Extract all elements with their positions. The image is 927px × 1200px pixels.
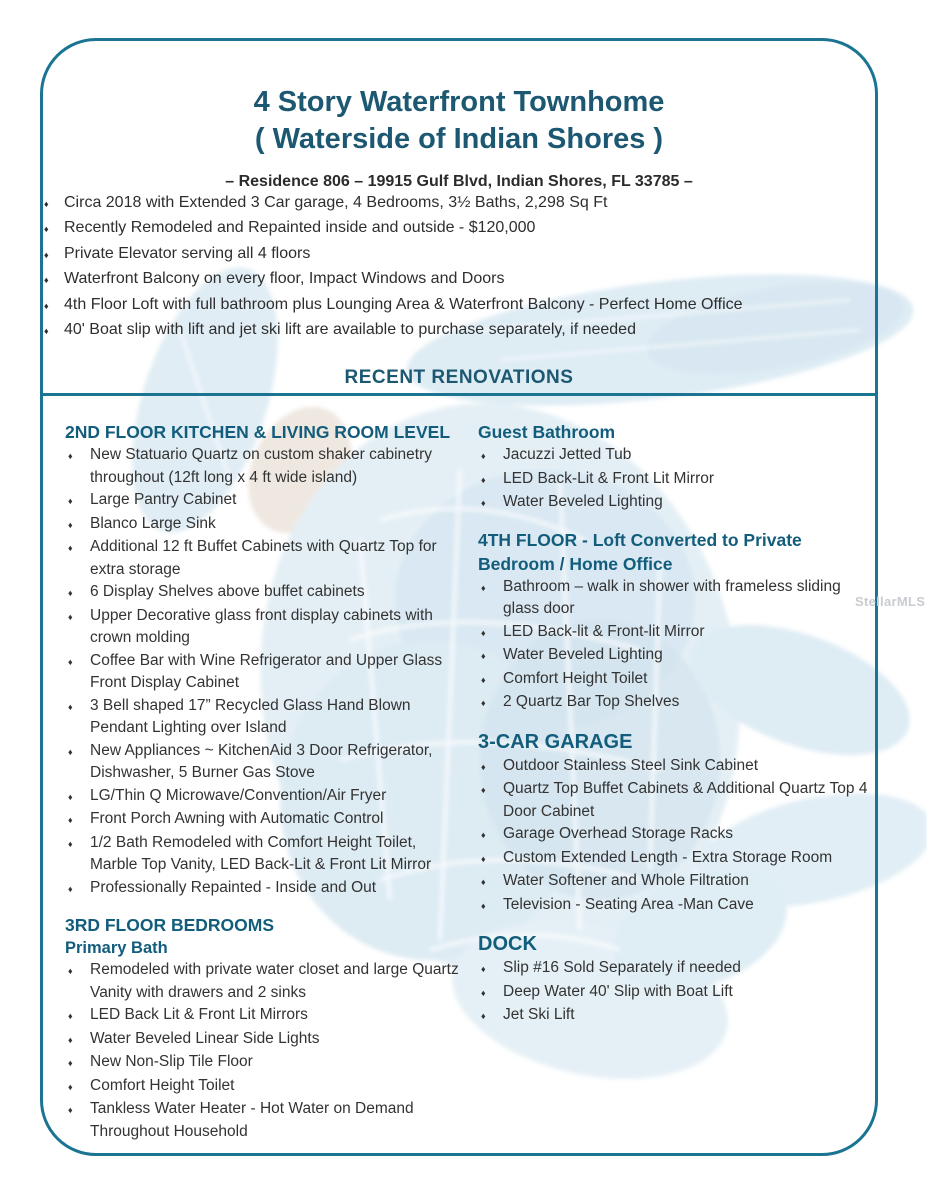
feature-item (65, 536, 459, 581)
feature-item (65, 1075, 459, 1099)
divider-line (43, 393, 875, 396)
diamond-bullet-icon: ♦ (68, 966, 73, 976)
feature-text: 4th Floor Loft with full bathroom plus Lounging Area & Waterfront Balcony - Perfect Home Office (64, 295, 743, 313)
feature-text: Bathroom – walk in shower with frameless sliding glass door (503, 577, 841, 617)
feature-text: Jacuzzi Jetted Tub (503, 446, 632, 463)
feature-item (478, 894, 880, 918)
feature-item (65, 650, 459, 695)
feature-text: Waterfront Balcony on every floor, Impact Windows and Doors (64, 270, 505, 288)
diamond-bullet-icon: ♦ (481, 877, 486, 887)
diamond-bullet-icon: ♦ (68, 611, 73, 622)
feature-item (65, 489, 459, 513)
diamond-bullet-icon: ♦ (481, 698, 486, 708)
feature-text: Water Beveled Lighting (503, 493, 663, 510)
address-line: – Residence 806 – 19915 Gulf Blvd, Indian Shores, FL 33785 – (225, 173, 693, 190)
diamond-bullet-icon: ♦ (68, 1105, 73, 1115)
feature-text: Slip #16 Sold Separately if needed (503, 959, 741, 976)
diamond-bullet-icon: ♦ (68, 543, 73, 553)
feature-text: Water Softener and Whole Filtration (503, 872, 749, 889)
page-title-line2: ( Waterside of Indian Shores ) (254, 123, 664, 155)
feature-text: Water Beveled Linear Side Lights (90, 1029, 320, 1047)
diamond-bullet-icon: ♦ (68, 883, 73, 894)
feature-text: LG/Thin Q Microwave/Convention/Air Fryer (90, 786, 387, 804)
feature-text: LED Back Lit & Front Lit Mirrors (90, 1006, 308, 1023)
feature-item (44, 267, 874, 292)
diamond-bullet-icon: ♦ (68, 791, 73, 802)
feature-list (478, 576, 880, 715)
feature-text: Recently Remodeled and Repainted inside and outside - $120,000 (64, 219, 536, 237)
section-heading: DOCK (478, 933, 537, 955)
feature-item (65, 740, 459, 785)
diamond-bullet-icon: ♦ (68, 746, 73, 757)
diamond-bullet-icon: ♦ (68, 1058, 73, 1068)
feature-item (478, 755, 880, 779)
page-title (44, 84, 874, 158)
feature-text: Television - Seating Area -Man Cave (503, 895, 754, 913)
feature-list (478, 755, 880, 918)
right-column (478, 420, 880, 1028)
feature-text: Front Porch Awning with Automatic Control (90, 810, 384, 827)
page-title-line1: 4 Story Waterfront Townhome (253, 86, 665, 118)
diamond-bullet-icon: ♦ (481, 1011, 486, 1021)
diamond-bullet-icon: ♦ (481, 900, 486, 911)
left-column (65, 420, 459, 1143)
diamond-bullet-icon: ♦ (481, 761, 486, 772)
diamond-bullet-icon: ♦ (68, 451, 73, 461)
diamond-bullet-icon: ♦ (68, 519, 73, 530)
diamond-bullet-icon: ♦ (481, 964, 486, 974)
diamond-bullet-icon: ♦ (68, 656, 73, 667)
diamond-bullet-icon: ♦ (481, 627, 486, 638)
feature-item (478, 668, 880, 692)
diamond-bullet-icon: ♦ (44, 224, 49, 235)
diamond-bullet-icon: ♦ (68, 1081, 73, 1092)
diamond-bullet-icon: ♦ (44, 300, 49, 311)
feature-item (478, 957, 880, 981)
feature-text: 3 Bell shaped 17” Recycled Glass Hand Blown Pendant Lighting over Island (90, 696, 411, 736)
feature-list (65, 444, 459, 900)
diamond-bullet-icon: ♦ (481, 987, 486, 998)
diamond-bullet-icon: ♦ (68, 1011, 73, 1021)
feature-item (65, 444, 459, 489)
feature-item (478, 576, 880, 621)
feature-item (65, 785, 459, 809)
section-subheading: Primary Bath (65, 939, 168, 957)
diamond-bullet-icon: ♦ (44, 275, 49, 286)
feature-item (478, 691, 880, 715)
feature-item (65, 877, 459, 901)
section-heading: 3-CAR GARAGE (478, 730, 633, 753)
feature-text: LED Back-Lit & Front Lit Mirror (503, 469, 715, 487)
diamond-bullet-icon: ♦ (481, 582, 486, 593)
diamond-bullet-icon: ♦ (481, 785, 486, 795)
feature-text: Coffee Bar with Wine Refrigerator and Upper Glass Front Display Cabinet (90, 651, 443, 691)
diamond-bullet-icon: ♦ (68, 838, 73, 849)
diamond-bullet-icon: ♦ (481, 853, 486, 864)
feature-item (44, 293, 874, 318)
feature-text: 6 Display Shelves above buffet cabinets (90, 583, 365, 600)
feature-text: Private Elevator serving all 4 floors (64, 244, 311, 262)
feature-item (65, 808, 459, 832)
feature-list (478, 957, 880, 1028)
feature-item (44, 242, 874, 267)
section-heading: 3RD FLOOR BEDROOMS (65, 915, 275, 935)
feature-text: Water Beveled Lighting (503, 646, 663, 663)
renovations-heading: RECENT RENOVATIONS (344, 367, 574, 389)
diamond-bullet-icon: ♦ (68, 496, 73, 506)
feature-item (478, 778, 880, 823)
feature-item (478, 823, 880, 847)
diamond-bullet-icon: ♦ (68, 1034, 73, 1045)
feature-text: New Non-Slip Tile Floor (90, 1053, 253, 1070)
diamond-bullet-icon: ♦ (481, 451, 486, 461)
feature-text: Blanco Large Sink (90, 514, 216, 532)
feature-text: New Statuario Quartz on custom shaker cabinetry throughout (12ft long x 4 ft wide island) (90, 446, 433, 486)
feature-item (478, 621, 880, 645)
feature-item (65, 695, 459, 740)
feature-text: Additional 12 ft Buffet Cabinets with Quartz Top for extra storage (90, 538, 437, 578)
diamond-bullet-icon: ♦ (68, 588, 73, 598)
diamond-bullet-icon: ♦ (68, 815, 73, 825)
diamond-bullet-icon: ♦ (44, 249, 49, 260)
feature-text: New Appliances ~ KitchenAid 3 Door Refrigerator, Dishwasher, 5 Burner Gas Stove (90, 741, 433, 781)
feature-text: Large Pantry Cabinet (90, 491, 237, 508)
highlights-list (44, 191, 874, 343)
feature-text: Garage Overhead Storage Racks (503, 825, 734, 842)
feature-item (478, 847, 880, 871)
feature-text: Comfort Height Toilet (503, 669, 648, 687)
feature-item (65, 959, 459, 1004)
section-heading: 4TH FLOOR - Loft Converted to Private Bedroom / Home Office (478, 529, 802, 574)
feature-item (65, 513, 459, 537)
feature-text: Custom Extended Length - Extra Storage Room (503, 848, 833, 866)
diamond-bullet-icon: ♦ (44, 199, 49, 209)
diamond-bullet-icon: ♦ (481, 498, 486, 508)
feature-text: Circa 2018 with Extended 3 Car garage, 4 Bedrooms, 3½ Baths, 2,298 Sq Ft (64, 194, 608, 211)
feature-item (478, 468, 880, 492)
feature-item (44, 216, 874, 241)
feature-item (65, 1098, 459, 1143)
section-heading: Guest Bathroom (478, 422, 616, 442)
feature-item (478, 981, 880, 1005)
feature-text: Tankless Water Heater - Hot Water on Demand Throughout Household (90, 1100, 414, 1140)
feature-item (65, 1004, 459, 1028)
feature-item (65, 605, 459, 650)
feature-item (44, 191, 874, 216)
feature-text: 2 Quartz Bar Top Shelves (503, 693, 680, 710)
diamond-bullet-icon: ♦ (44, 326, 49, 337)
diamond-bullet-icon: ♦ (68, 701, 73, 712)
feature-text: LED Back-lit & Front-lit Mirror (503, 622, 705, 640)
feature-text: Professionally Repainted - Inside and Out (90, 878, 377, 896)
feature-item (44, 318, 874, 343)
diamond-bullet-icon: ♦ (481, 474, 486, 485)
feature-item (65, 1028, 459, 1052)
feature-item (478, 644, 880, 668)
feature-item (65, 1051, 459, 1075)
header-content (44, 38, 874, 389)
feature-text: Quartz Top Buffet Cabinets & Additional Quartz Top 4 Door Cabinet (503, 780, 868, 820)
feature-text: Comfort Height Toilet (90, 1076, 235, 1094)
feature-item (478, 870, 880, 894)
diamond-bullet-icon: ♦ (481, 674, 486, 685)
feature-text: 1/2 Bath Remodeled with Comfort Height Toilet, Marble Top Vanity, LED Back-Lit & Front Lit Mirror (90, 833, 432, 873)
stellar-mls-watermark: StellarMLS (855, 594, 926, 609)
feature-item (65, 832, 459, 877)
feature-text: Deep Water 40' Slip with Boat Lift (503, 982, 733, 1000)
feature-list (65, 959, 459, 1143)
diamond-bullet-icon: ♦ (481, 830, 486, 840)
feature-text: Jet Ski Lift (503, 1006, 575, 1023)
section-heading: 2ND FLOOR KITCHEN & LIVING ROOM LEVEL (65, 422, 451, 442)
feature-text: Outdoor Stainless Steel Sink Cabinet (503, 756, 759, 774)
feature-text: Upper Decorative glass front display cabinets with crown molding (90, 606, 433, 646)
feature-text: 40' Boat slip with lift and jet ski lift are available to purchase separately, if needed (64, 321, 636, 339)
feature-list (478, 444, 880, 515)
feature-item (478, 491, 880, 515)
feature-text: Remodeled with private water closet and large Quartz Vanity with drawers and 2 sinks (90, 961, 459, 1001)
diamond-bullet-icon: ♦ (481, 651, 486, 661)
feature-item (65, 581, 459, 605)
feature-item (478, 1004, 880, 1028)
feature-item (478, 444, 880, 468)
